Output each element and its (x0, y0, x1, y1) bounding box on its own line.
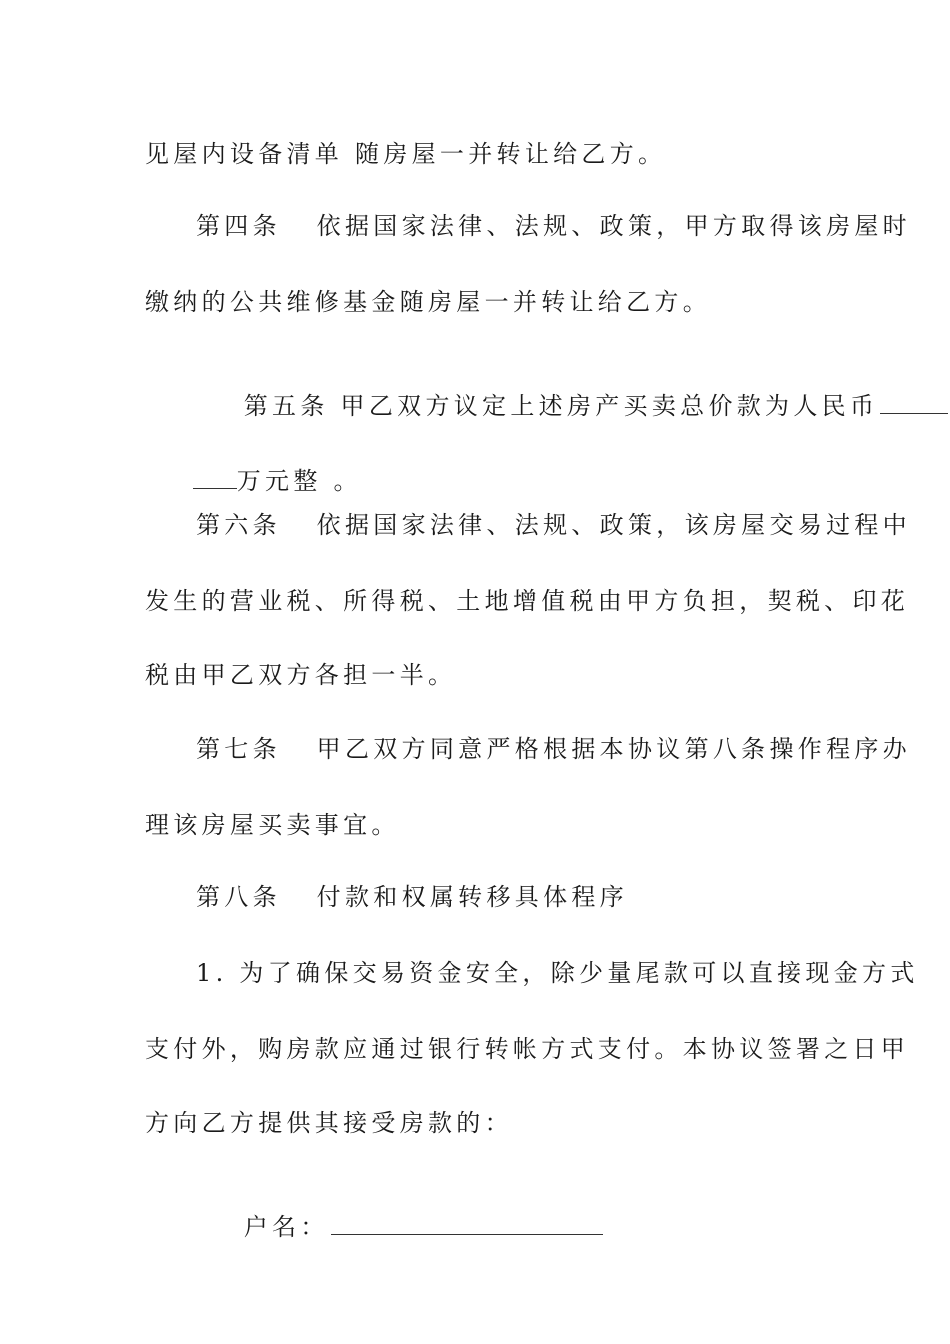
price-blank (880, 391, 948, 414)
paragraph-line: 缴纳的公共维修基金随房屋一并转让给乙方。 (145, 288, 711, 316)
paragraph-line: 理该房屋买卖事宜。 (145, 811, 400, 839)
account-name-label: 户名： (243, 1213, 329, 1241)
account-name-blank (331, 1212, 603, 1235)
article-8-heading: 第八条 付款和权属转移具体程序 (196, 883, 628, 911)
article-4-line: 第四条 依据国家法律、法规、政策，甲方取得该房屋时 (196, 212, 911, 240)
paragraph-line: 方向乙方提供其接受房款的： (145, 1109, 513, 1137)
article-7-line: 第七条 甲乙双方同意严格根据本协议第八条操作程序办 (196, 735, 911, 763)
price-blank-continued (193, 466, 237, 489)
article-6-line: 第六条 依据国家法律、法规、政策，该房屋交易过程中 (196, 511, 911, 539)
paragraph-line: 发生的营业税、所得税、土地增值税由甲方负担，契税、印花 (145, 587, 910, 615)
paragraph-line: 支付外，购房款应通过银行转帐方式支付。本协议签署之日甲 (145, 1035, 910, 1063)
paragraph-line: 见屋内设备清单 随房屋一并转让给乙方。 (145, 140, 667, 168)
article-5-text: 第五条 甲乙双方议定上述房产买卖总价款为人民币 (243, 392, 879, 420)
price-unit-text: 万元整 。 (236, 467, 362, 495)
account-name-line (196, 1182, 603, 1272)
paragraph-line: 税由甲乙双方各担一半。 (145, 661, 457, 689)
clause-1-line: 1. 为了确保交易资金安全，除少量尾款可以直接现金方式 (196, 959, 919, 987)
